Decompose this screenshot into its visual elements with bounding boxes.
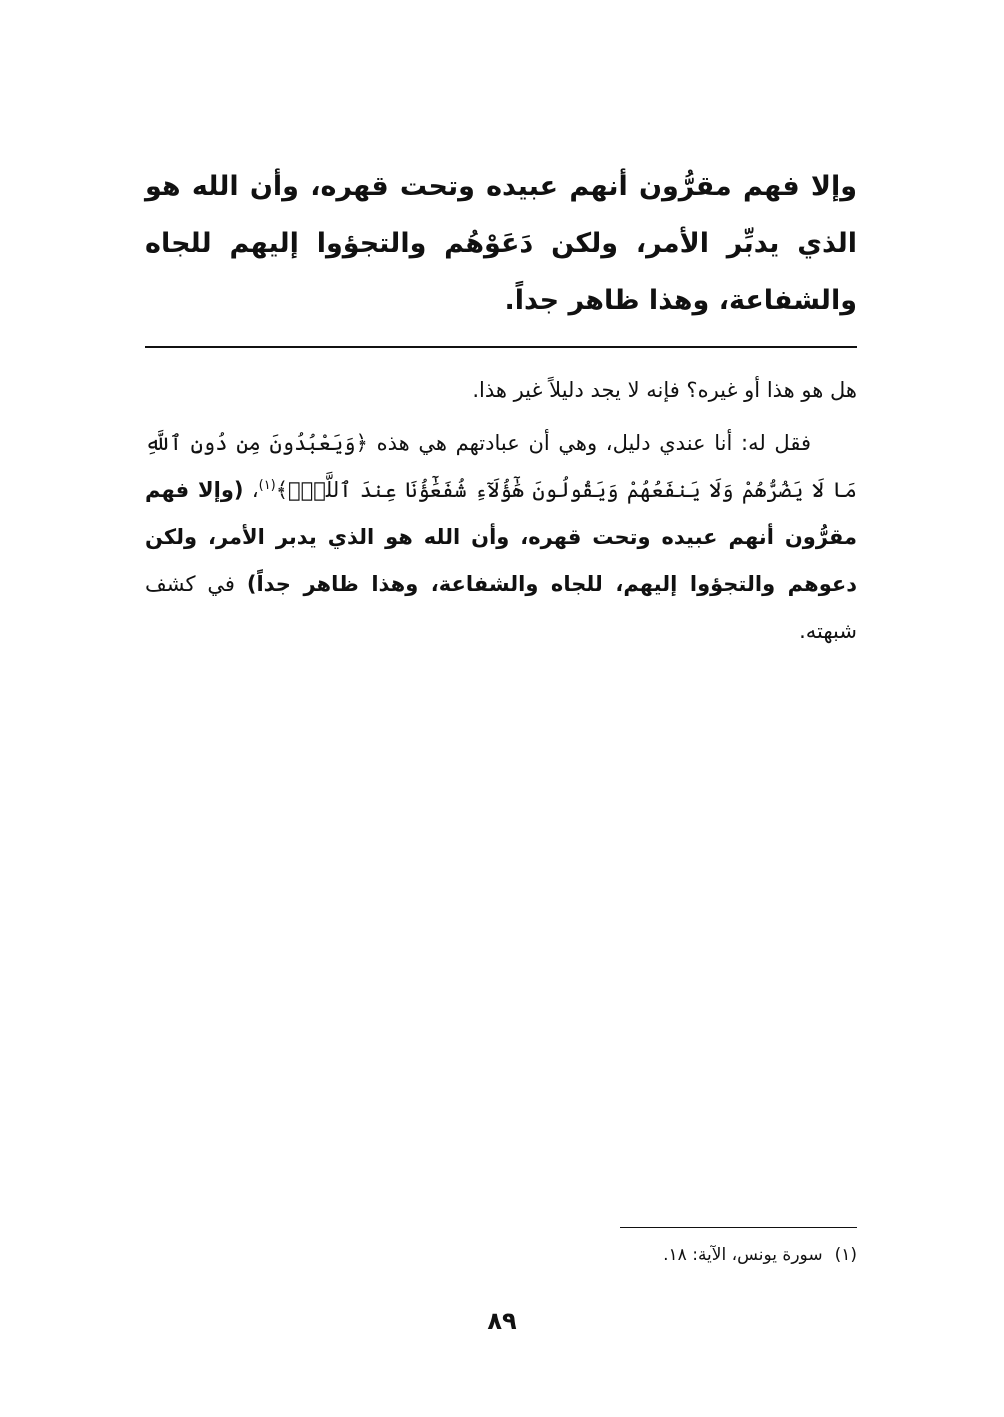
commentary-paragraph-2: [145, 420, 857, 655]
footnote-number: (١): [834, 1245, 857, 1265]
footnote-text: سورة يونس، الآية: ١٨.: [663, 1245, 823, 1265]
bold-quote: (وإلا فهم مقرُّون أنهم عبيده وتحت قهره، وأن الله هو الذي يدبر الأمر، ولكن دعوهم والتجؤوا إليهم، للجاه والشفاعة، وهذا ظاهر جداً): [145, 478, 857, 596]
quran-verse: ﴿وَيَعْبُدُونَ مِن دُونِ ٱللَّهِ مَا لَا يَضُرُّهُمْ وَلَا يَنفَعُهُمْ وَيَقُولُونَ هَٰٓؤُلَآءِ شُفَعَٰٓؤُنَا عِندَ ٱللَّهِۚ﴾: [145, 431, 857, 502]
commentary-paragraph-1: هل هو هذا أو غيره؟ فإنه لا يجد دليلاً غير هذا.: [472, 378, 857, 402]
page-number: ٨٩: [487, 1307, 517, 1335]
footnote-reference[interactable]: (١): [258, 478, 276, 493]
comma-separator: ،: [243, 478, 259, 502]
main-text: وإلا فهم مقرُّون أنهم عبيده وتحت قهره، وأن الله هو الذي يدبِّر الأمر، ولكن دَعَوْهُم والتجؤوا إليهم للجاه والشفاعة، وهذا ظاهر جداً.: [145, 171, 857, 316]
commentary: [145, 368, 857, 655]
footnote-rule: [620, 1227, 857, 1228]
commentary-outro: في كشف شبهته.: [145, 572, 857, 643]
footnote: [145, 1240, 857, 1270]
commentary-intro: فقل له: أنا عندي دليل، وهي أن عبادتهم هي هذه: [376, 431, 811, 455]
section-divider: [145, 346, 857, 348]
